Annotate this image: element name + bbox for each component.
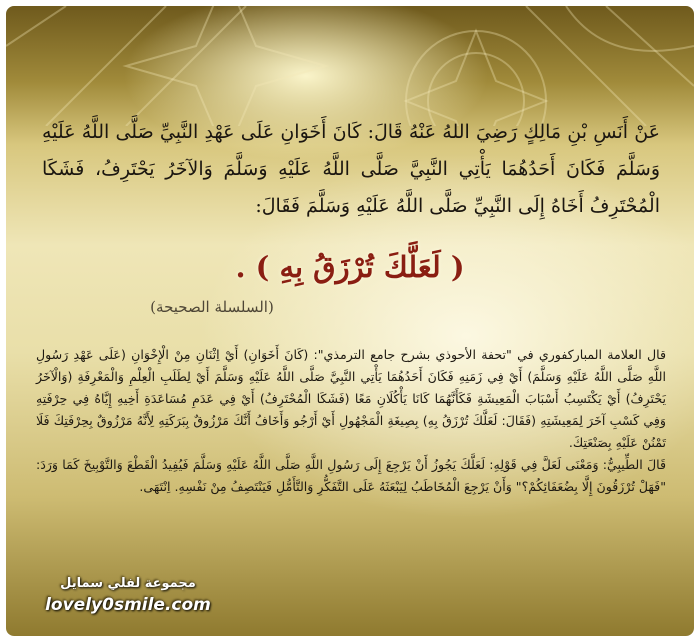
- hadith-card: [6, 6, 694, 636]
- hadith-highlight: ( لَعَلَّكَ تُرْزَقُ بِهِ ) .: [235, 250, 465, 284]
- watermark-arabic: مجموعة لفلي سمايل: [60, 576, 196, 591]
- watermark-url: lovely0smile.com: [45, 595, 211, 615]
- site-watermark: [28, 574, 228, 616]
- islamic-ornament-pattern: [6, 6, 694, 126]
- commentary-paragraph: قَالَ الطِّيبِيُّ: وَمَعْنَى لَعَلَّ فِي قَوْلِهِ: لَعَلَّكَ يَجُوزُ أَنْ يَرْجِعَ إِلَى رَسُولِ اللَّهِ صَلَّى اللَّهُ عَلَيْهِ وَسَلَّمَ فَيُفِيدُ الْقَطْعَ وَالتَّوْبِيخَ كَمَا وَرَدَ: "فَهَلْ تُرْزَقُونَ إِلَّا بِضُعَفَائِكُمْ؟" وَأَنْ يَرْجِعَ الْمُخَاطَبُ لِيَبْعَثَهُ عَلَى التَّفَكُّرِ وَالتَّأَمُّلِ فَيَنْتَصِفُ مِنْ نَفْسِهِ. اِنْتَهَى.: [36, 457, 666, 494]
- hadith-text: عَنْ أَنَسِ بْنِ مَالِكٍ رَضِيَ اللهُ عَنْهُ قَالَ: كَانَ أَخَوَانِ عَلَى عَهْدِ النَّبِيِّ صَلَّى اللَّهُ عَلَيْهِ وَسَلَّمَ فَكَانَ أَحَدُهُمَا يَأْتِي النَّبِيَّ صَلَّى اللَّهُ عَلَيْهِ وَسَلَّمَ وَالآخَرُ يَحْتَرِفُ، فَشَكَا الْمُحْتَرِفُ أَخَاهُ إِلَى النَّبِيِّ صَلَّى اللَّهُ عَلَيْهِ وَسَلَّمَ فَقَالَ:: [42, 121, 660, 217]
- commentary-paragraph: قال العلامة المباركفوري في "تحفة الأحوذي بشرح جامع الترمذي": (كَانَ أَخَوَانِ) أَيْ اِثْنَانِ مِنْ الْإِخْوَانِ (عَلَى عَهْدِ رَسُولِ اللَّهِ صَلَّى اللَّهُ عَلَيْهِ وَسَلَّمَ) أَيْ فِي زَمَنِهِ فَكَانَ أَحَدُهُمَا يَأْتِي النَّبِيَّ صَلَّى اللَّهُ عَلَيْهِ وَسَلَّمَ أَيْ لِطَلَبِ الْعِلْمِ وَالْمَعْرِفَةِ (وَالْآخَرُ يَحْتَرِفُ) أَيْ يَكْتَسِبُ أَسْبَابَ الْمَعِيشَةِ فَكَأَنَّهُمَا كَانَا يَأْكُلَانِ مَعًا (فَشَكَا الْمُحْتَرِفُ) أَيْ فِي عَدَمِ مُسَاعَدَةِ أَخِيهِ إِيَّاهُ فِي حِرْفَتِهِ وَفِي كَسْبِ آخَرَ لِمَعِيشَتِهِ (فَقَالَ: لَعَلَّكَ تُرْزَقُ بِهِ) بِصِيغَةِ الْمَجْهُولِ أَيْ أَرْجُو وَأَخَافُ أَنَّكَ مَرْزُوقٌ بِبَرَكَتِهِ لِأَنَّهُ مَرْزُوقٌ بِحِرْفَتِكَ فَلَا تَمْنُنْ عَلَيْهِ بِصَنْعَتِكَ.: [36, 347, 666, 450]
- commentary: [36, 344, 666, 498]
- hadith-source: (السلسلة الصحيحة): [150, 298, 274, 316]
